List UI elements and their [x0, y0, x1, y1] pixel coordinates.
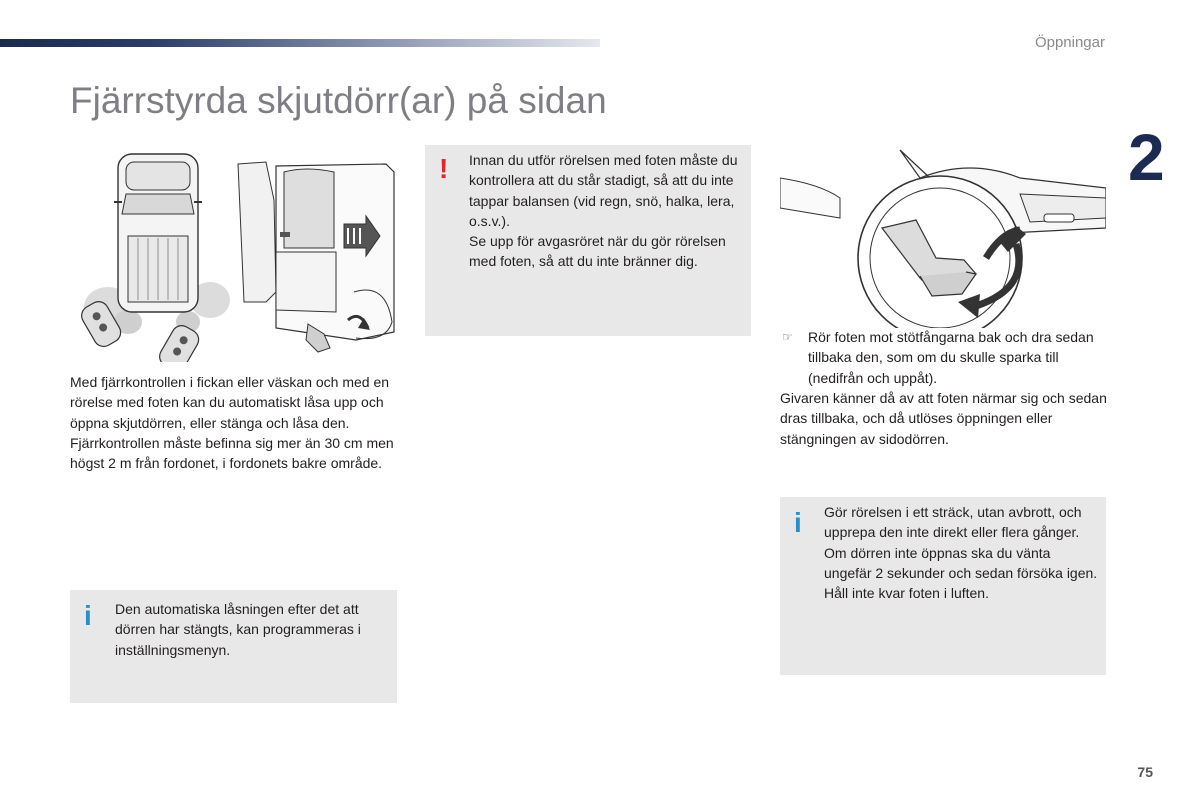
warning-balance-text: Innan du utför rörelsen med foten måste du kontrollera att du står stadigt, så att du inte tappar balansen (vid regn, snö, halka, lera, o.s.v.).	[469, 152, 738, 229]
movement-note-line-1: Gör rörelsen i ett sträck, utan avbrott, och upprepa den inte direkt eller flera gånger.	[824, 504, 1082, 541]
intro-paragraph: Med fjärrkontrollen i fickan eller väskan och med en rörelse med foten kan du automatiskt låsa upp och öppna skjutdörren, eller stänga och låsa den.	[70, 374, 390, 431]
warning-exhaust-text: Se upp för avgasröret när du gör rörelsen med foten, så att du inte bränner dig.	[469, 233, 726, 270]
header-gradient-bar	[0, 39, 600, 47]
section-name: Öppningar	[1034, 34, 1105, 51]
van-top-view-illustration	[70, 152, 230, 362]
movement-note-line-3: Håll inte kvar foten i luften.	[824, 585, 989, 602]
kick-instruction: Rör foten mot stötfångarna bak och dra sedan tillbaka den, som om du skulle sparka till (nedifrån och uppåt).	[808, 329, 1094, 386]
sensor-paragraph: Givaren känner då av att foten närmar sig och sedan dras tillbaka, och då utlöses öppningen eller stängningen av sidodörren.	[780, 390, 1107, 447]
info-icon: i	[84, 600, 92, 631]
sliding-door-illustration	[236, 152, 396, 362]
pointing-hand-icon: ☞	[782, 330, 793, 344]
movement-note-text	[824, 502, 1100, 603]
info-note-text: Den automatiska låsningen efter det att dörren har stängts, kan programmeras i inställningsmenyn.	[115, 601, 361, 658]
info-note-auto-lock	[70, 590, 397, 703]
info-note-movement	[780, 497, 1106, 675]
warning-icon: !	[439, 153, 449, 184]
foot-kick-illustration	[780, 148, 1106, 328]
page-number: 75	[1137, 764, 1153, 780]
range-paragraph: Fjärrkontrollen måste befinna sig mer än 30 cm men högst 2 m från fordonet, i fordonets bakre område.	[70, 434, 394, 472]
movement-note-line-2: Om dörren inte öppnas ska du vänta ungefär 2 sekunder och sedan försöka igen.	[824, 544, 1098, 581]
page-title: Fjärrstyrda skjutdörr(ar) på sidan	[70, 80, 607, 121]
info-icon: i	[794, 507, 802, 538]
warning-note-text	[469, 150, 749, 272]
warning-note	[425, 145, 751, 336]
intro-text	[70, 372, 400, 473]
chapter-number: 2	[1128, 120, 1165, 194]
